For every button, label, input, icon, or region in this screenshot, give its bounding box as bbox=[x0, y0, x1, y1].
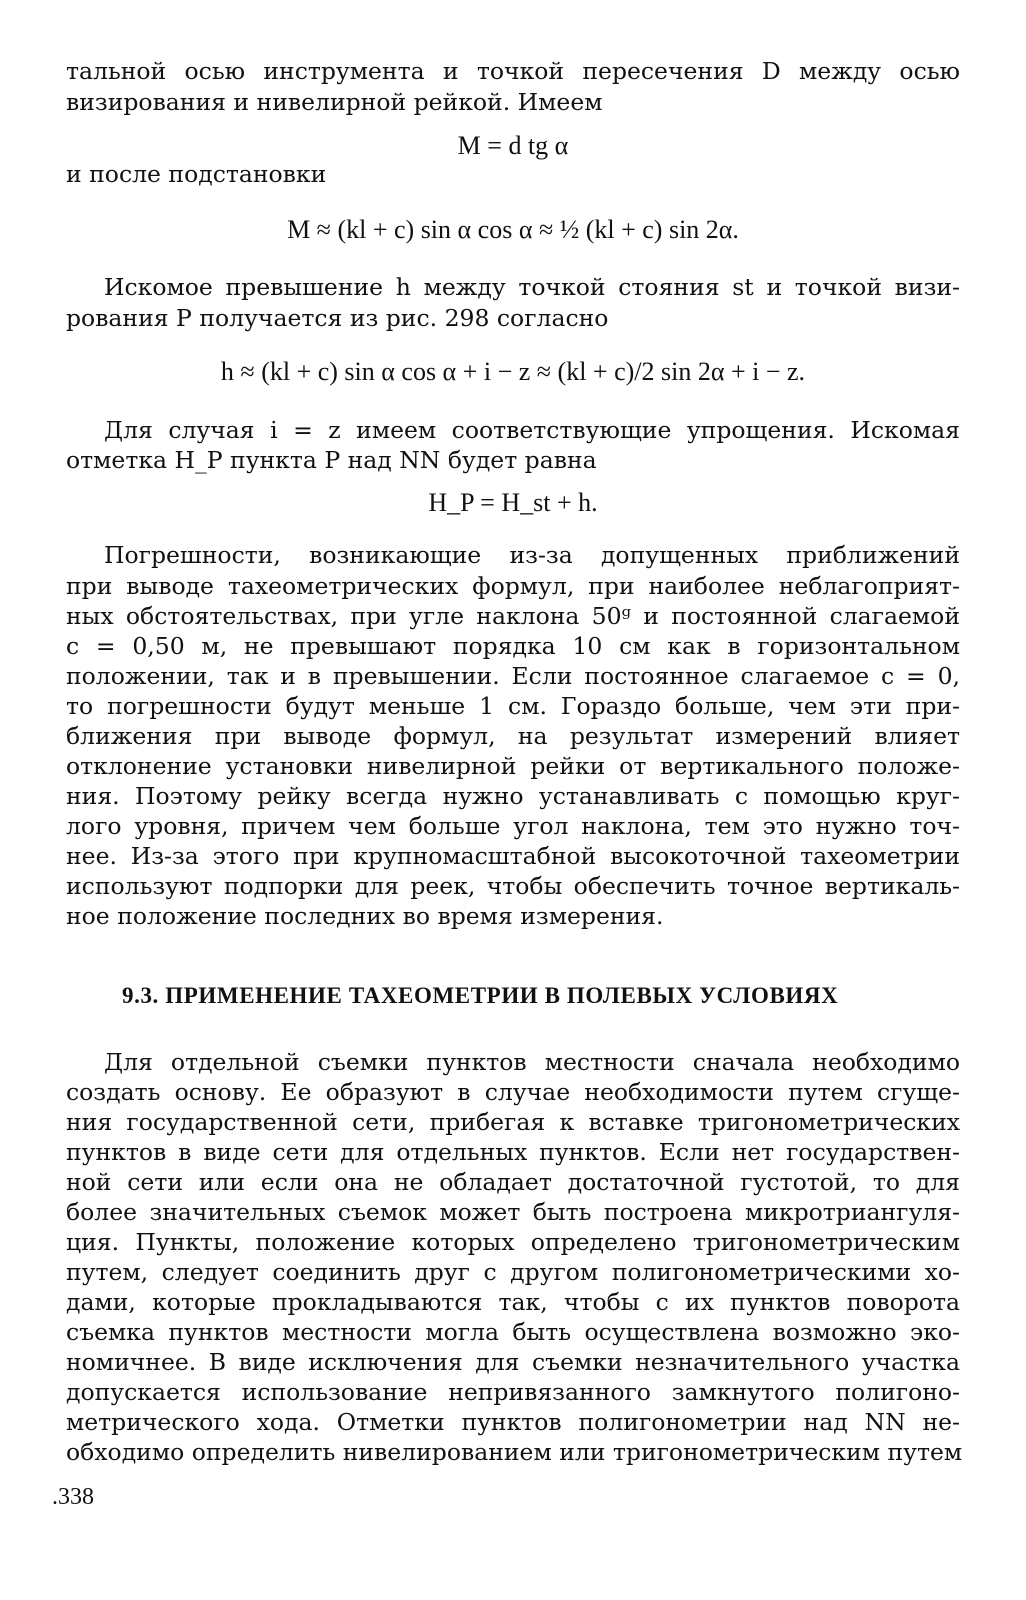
text-line: тальной осью инструмента и точкой пересечения D между осью bbox=[66, 57, 960, 85]
formula-h-approx: h ≈ (kl + c) sin α cos α + i − z ≈ (kl + c)/2 sin 2α + i − z. bbox=[220, 357, 806, 386]
text-line: нее. Из-за этого при крупномасштабной высокоточной тахеометрии bbox=[66, 842, 960, 870]
text-line: ных обстоятельствах, при угле наклона 50ᵍ и постоянной слагаемой bbox=[66, 602, 960, 630]
formula-m-approx: M ≈ (kl + c) sin α cos α ≈ ½ (kl + c) sin 2α. bbox=[287, 215, 739, 244]
text-line: Для отдельной съемки пунктов местности сначала необходимо bbox=[104, 1048, 960, 1076]
formula-m-dtg: M = d tg α bbox=[457, 131, 569, 160]
text-line: ция. Пункты, положение которых определено тригонометрическим bbox=[66, 1228, 960, 1256]
text-line: рования P получается из рис. 298 согласно bbox=[66, 304, 609, 332]
text-line: то погрешности будут меньше 1 см. Гораздо больше, чем эти при- bbox=[66, 692, 960, 720]
text-line: используют подпорки для реек, чтобы обеспечить точное вертикаль- bbox=[66, 872, 960, 900]
text-line: Искомое превышение h между точкой стояния st и точкой визи- bbox=[104, 273, 960, 301]
text-line: c = 0,50 м, не превышают порядка 10 см как в горизонтальном bbox=[66, 632, 960, 660]
text-line: ния. Поэтому рейку всегда нужно устанавливать с помощью круг- bbox=[66, 782, 960, 810]
text-line: дами, которые прокладываются так, чтобы с их пунктов поворота bbox=[66, 1288, 960, 1316]
text-line: съемка пунктов местности могла быть осуществлена возможно эко- bbox=[66, 1318, 960, 1346]
text-line: пунктов в виде сети для отдельных пунктов. Если нет государствен- bbox=[66, 1138, 960, 1166]
text-line: метрического хода. Отметки пунктов полигонометрии над NN не- bbox=[66, 1408, 960, 1436]
page-number: .338 bbox=[52, 1484, 94, 1510]
text-line: более значительных съемок может быть построена микротриангуля- bbox=[66, 1198, 960, 1226]
text-line: и после подстановки bbox=[66, 160, 327, 188]
section-heading: 9.3. ПРИМЕНЕНИЕ ТАХЕОМЕТРИИ В ПОЛЕВЫХ УСЛОВИЯХ bbox=[122, 983, 839, 1008]
text-line: отметка H_P пункта P над NN будет равна bbox=[66, 446, 597, 474]
text-line: лого уровня, причем чем больше угол наклона, тем это нужно точ- bbox=[66, 812, 960, 840]
text-line: обходимо определить нивелированием или тригонометрическим путем bbox=[66, 1438, 963, 1466]
text-line: визирования и нивелирной рейкой. Имеем bbox=[66, 88, 603, 116]
text-line: путем, следует соединить друг с другом полигонометрическими хо- bbox=[66, 1258, 960, 1286]
text-line: номичнее. В виде исключения для съемки незначительного участка bbox=[66, 1348, 960, 1376]
formula-hp: H_P = H_st + h. bbox=[428, 488, 598, 517]
text-line: ния государственной сети, прибегая к вставке тригонометрических bbox=[66, 1108, 960, 1136]
text-line: ное положение последних во время измерения. bbox=[66, 902, 664, 930]
text-line: создать основу. Ее образуют в случае необходимости путем сгуще- bbox=[66, 1078, 960, 1106]
text-line: отклонение установки нивелирной рейки от вертикального положе- bbox=[66, 752, 960, 780]
text-line: ной сети или если она не обладает достаточной густотой, то для bbox=[66, 1168, 960, 1196]
text-line: Погрешности, возникающие из-за допущенных приближений bbox=[104, 541, 960, 569]
text-line: при выводе тахеометрических формул, при наиболее неблагоприят- bbox=[66, 572, 960, 600]
text-line: допускается использование непривязанного замкнутого полигоно- bbox=[66, 1378, 960, 1406]
text-line: положении, так и в превышении. Если постоянное слагаемое c = 0, bbox=[66, 662, 960, 690]
text-line: Для случая i = z имеем соответствующие упрощения. Искомая bbox=[104, 416, 960, 444]
text-line: ближения при выводе формул, на результат измерений влияет bbox=[66, 722, 960, 750]
